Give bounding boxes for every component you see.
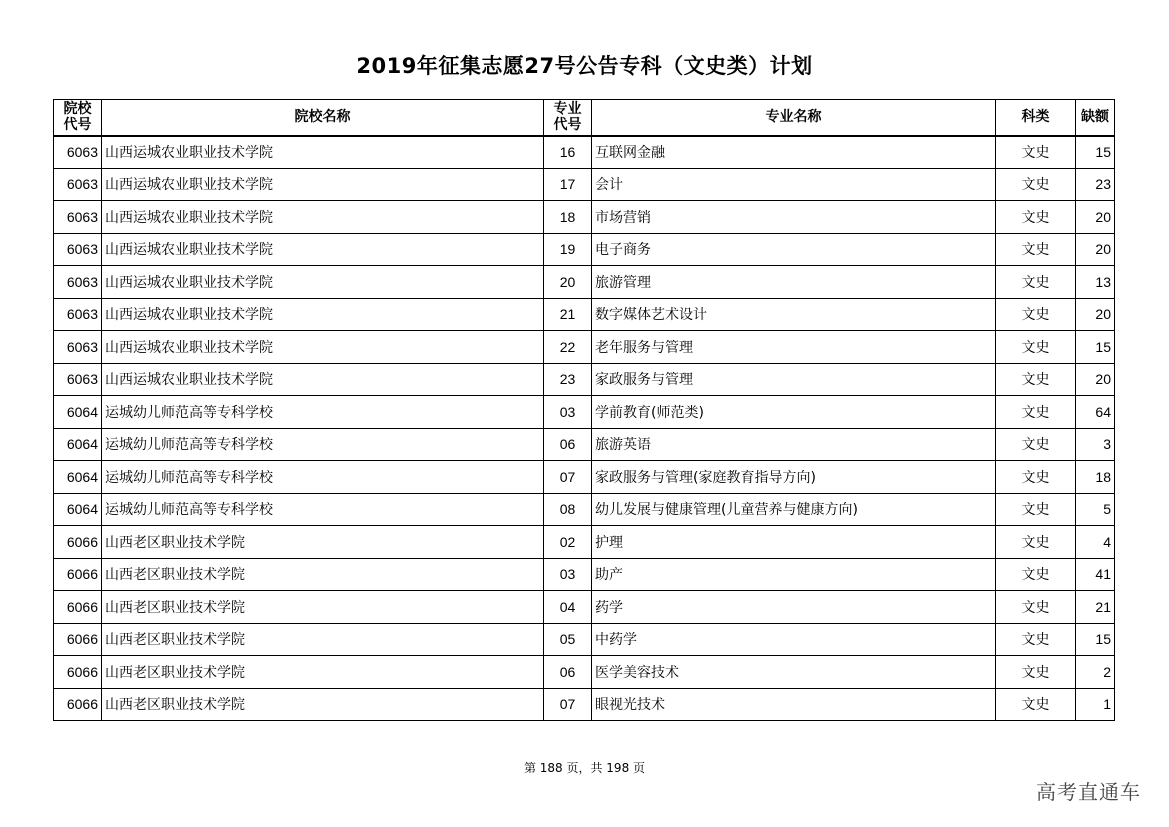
table-row	[54, 526, 1115, 559]
cell-major-name: 家政服务与管理	[592, 363, 996, 396]
cell-school-name: 山西运城农业职业技术学院	[102, 363, 544, 396]
cell-school-name: 山西运城农业职业技术学院	[102, 201, 544, 234]
cell-school-code: 6063	[54, 201, 102, 234]
cell-quota: 4	[1076, 526, 1115, 559]
cell-major-code: 07	[544, 688, 592, 721]
table-body	[54, 136, 1115, 721]
cell-school-name: 运城幼儿师范高等专科学校	[102, 461, 544, 494]
table-header-row	[54, 100, 1115, 136]
cell-school-code: 6066	[54, 526, 102, 559]
cell-school-code: 6063	[54, 233, 102, 266]
cell-school-code: 6063	[54, 168, 102, 201]
cell-school-code: 6066	[54, 558, 102, 591]
cell-quota: 3	[1076, 428, 1115, 461]
cell-quota: 20	[1076, 363, 1115, 396]
watermark: 高考直通车	[1036, 780, 1141, 804]
cell-category: 文史	[996, 526, 1076, 559]
cell-school-name: 运城幼儿师范高等专科学校	[102, 428, 544, 461]
cell-category: 文史	[996, 558, 1076, 591]
cell-major-name: 眼视光技术	[592, 688, 996, 721]
cell-major-name: 互联网金融	[592, 136, 996, 169]
cell-category: 文史	[996, 363, 1076, 396]
cell-major-name: 会计	[592, 168, 996, 201]
cell-major-name: 市场营销	[592, 201, 996, 234]
cell-school-code: 6063	[54, 298, 102, 331]
header-major-name: 专业名称	[592, 100, 996, 136]
cell-school-name: 山西运城农业职业技术学院	[102, 331, 544, 364]
cell-major-code: 06	[544, 428, 592, 461]
table-row	[54, 558, 1115, 591]
cell-school-code: 6063	[54, 331, 102, 364]
cell-major-name: 家政服务与管理(家庭教育指导方向)	[592, 461, 996, 494]
table-row	[54, 428, 1115, 461]
document-title: 2019年征集志愿27号公告专科（文史类）计划	[356, 54, 813, 78]
table-row	[54, 136, 1115, 169]
table-row	[54, 461, 1115, 494]
cell-major-name: 电子商务	[592, 233, 996, 266]
cell-category: 文史	[996, 168, 1076, 201]
cell-major-code: 17	[544, 168, 592, 201]
table-row	[54, 493, 1115, 526]
cell-school-code: 6064	[54, 428, 102, 461]
cell-quota: 5	[1076, 493, 1115, 526]
cell-school-code: 6063	[54, 363, 102, 396]
table-row	[54, 298, 1115, 331]
cell-school-name: 山西运城农业职业技术学院	[102, 266, 544, 299]
cell-major-name: 学前教育(师范类)	[592, 396, 996, 429]
cell-school-code: 6064	[54, 493, 102, 526]
table-row	[54, 623, 1115, 656]
cell-school-code: 6063	[54, 266, 102, 299]
cell-major-code: 21	[544, 298, 592, 331]
cell-major-code: 18	[544, 201, 592, 234]
header-school-code: 院校代号	[54, 100, 102, 136]
cell-major-code: 03	[544, 558, 592, 591]
cell-school-name: 山西老区职业技术学院	[102, 623, 544, 656]
table-row	[54, 266, 1115, 299]
cell-quota: 20	[1076, 298, 1115, 331]
cell-major-name: 旅游英语	[592, 428, 996, 461]
page-number: 第 188 页，共 198 页	[523, 761, 646, 775]
cell-school-code: 6064	[54, 396, 102, 429]
cell-school-code: 6066	[54, 656, 102, 689]
table-row	[54, 591, 1115, 624]
cell-school-name: 山西运城农业职业技术学院	[102, 233, 544, 266]
cell-quota: 20	[1076, 201, 1115, 234]
table-row	[54, 331, 1115, 364]
cell-category: 文史	[996, 396, 1076, 429]
table-row	[54, 168, 1115, 201]
cell-category: 文史	[996, 493, 1076, 526]
cell-category: 文史	[996, 136, 1076, 169]
table-row	[54, 363, 1115, 396]
cell-school-name: 山西运城农业职业技术学院	[102, 136, 544, 169]
cell-major-name: 医学美容技术	[592, 656, 996, 689]
cell-major-code: 02	[544, 526, 592, 559]
cell-major-code: 08	[544, 493, 592, 526]
cell-category: 文史	[996, 331, 1076, 364]
cell-major-code: 19	[544, 233, 592, 266]
admission-plan-table	[53, 99, 1115, 721]
cell-quota: 21	[1076, 591, 1115, 624]
cell-school-code: 6064	[54, 461, 102, 494]
cell-quota: 15	[1076, 623, 1115, 656]
cell-category: 文史	[996, 461, 1076, 494]
cell-quota: 41	[1076, 558, 1115, 591]
cell-school-code: 6066	[54, 591, 102, 624]
cell-major-code: 03	[544, 396, 592, 429]
cell-major-code: 06	[544, 656, 592, 689]
cell-category: 文史	[996, 591, 1076, 624]
table-row	[54, 396, 1115, 429]
cell-major-code: 23	[544, 363, 592, 396]
cell-quota: 23	[1076, 168, 1115, 201]
cell-category: 文史	[996, 298, 1076, 331]
cell-major-code: 20	[544, 266, 592, 299]
cell-category: 文史	[996, 623, 1076, 656]
cell-school-name: 山西老区职业技术学院	[102, 526, 544, 559]
cell-school-name: 山西运城农业职业技术学院	[102, 168, 544, 201]
header-major-code: 专业代号	[544, 100, 592, 136]
cell-school-name: 山西老区职业技术学院	[102, 591, 544, 624]
cell-quota: 64	[1076, 396, 1115, 429]
cell-major-name: 旅游管理	[592, 266, 996, 299]
cell-major-code: 05	[544, 623, 592, 656]
cell-major-name: 幼儿发展与健康管理(儿童营养与健康方向)	[592, 493, 996, 526]
cell-category: 文史	[996, 266, 1076, 299]
cell-quota: 15	[1076, 136, 1115, 169]
cell-quota: 20	[1076, 233, 1115, 266]
cell-school-code: 6066	[54, 688, 102, 721]
cell-school-name: 运城幼儿师范高等专科学校	[102, 493, 544, 526]
cell-category: 文史	[996, 428, 1076, 461]
cell-quota: 2	[1076, 656, 1115, 689]
cell-quota: 18	[1076, 461, 1115, 494]
cell-quota: 15	[1076, 331, 1115, 364]
cell-school-name: 山西老区职业技术学院	[102, 558, 544, 591]
cell-major-code: 04	[544, 591, 592, 624]
cell-major-name: 数字媒体艺术设计	[592, 298, 996, 331]
cell-quota: 1	[1076, 688, 1115, 721]
table-row	[54, 201, 1115, 234]
cell-category: 文史	[996, 233, 1076, 266]
cell-major-code: 16	[544, 136, 592, 169]
cell-category: 文史	[996, 656, 1076, 689]
table-row	[54, 233, 1115, 266]
table-row	[54, 688, 1115, 721]
header-school-name: 院校名称	[102, 100, 544, 136]
cell-major-name: 护理	[592, 526, 996, 559]
cell-school-name: 山西老区职业技术学院	[102, 656, 544, 689]
cell-category: 文史	[996, 688, 1076, 721]
cell-school-name: 山西运城农业职业技术学院	[102, 298, 544, 331]
cell-major-code: 22	[544, 331, 592, 364]
cell-major-name: 老年服务与管理	[592, 331, 996, 364]
cell-quota: 13	[1076, 266, 1115, 299]
cell-major-name: 中药学	[592, 623, 996, 656]
table-row	[54, 656, 1115, 689]
header-category: 科类	[996, 100, 1076, 136]
cell-major-code: 07	[544, 461, 592, 494]
cell-school-code: 6063	[54, 136, 102, 169]
cell-major-name: 助产	[592, 558, 996, 591]
cell-major-name: 药学	[592, 591, 996, 624]
cell-school-code: 6066	[54, 623, 102, 656]
cell-school-name: 山西老区职业技术学院	[102, 688, 544, 721]
header-quota: 缺额	[1076, 100, 1115, 136]
cell-category: 文史	[996, 201, 1076, 234]
cell-school-name: 运城幼儿师范高等专科学校	[102, 396, 544, 429]
